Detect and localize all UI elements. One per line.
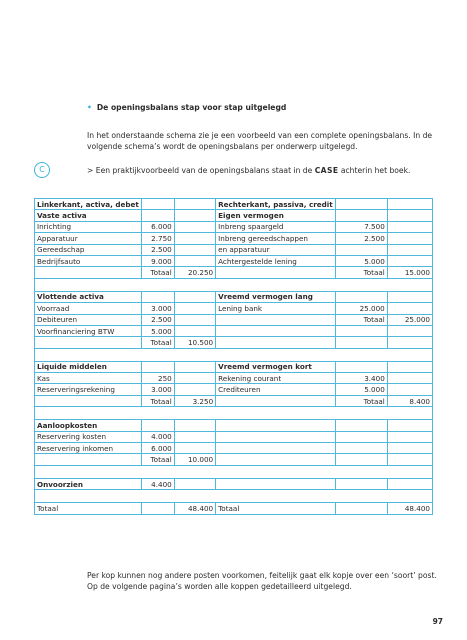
table-cell — [216, 314, 336, 325]
table-cell — [216, 431, 336, 442]
spacer-row — [35, 348, 433, 361]
table-cell: 3.000 — [141, 384, 174, 395]
table-row — [35, 233, 433, 244]
table-cell — [174, 244, 215, 255]
table-cell: Linkerkant, activa, debet — [35, 199, 142, 210]
table-cell — [174, 478, 215, 489]
table-cell — [387, 431, 432, 442]
table-cell — [387, 255, 432, 266]
table-cell: Reservering kosten — [35, 431, 142, 442]
table-cell: 8.400 — [387, 395, 432, 406]
table-cell — [35, 337, 142, 348]
table-cell — [387, 420, 432, 431]
table-cell — [216, 478, 336, 489]
table-row — [35, 303, 433, 314]
table-cell — [174, 291, 215, 302]
table-row — [35, 255, 433, 266]
table-cell: 2.500 — [141, 244, 174, 255]
table-cell: Onvoorzien — [35, 478, 142, 489]
table-cell: Totaal — [35, 503, 142, 514]
table-cell: 48.400 — [387, 503, 432, 514]
table-row — [35, 210, 433, 221]
table-cell — [335, 325, 387, 336]
table-cell — [174, 210, 215, 221]
table-cell: Inrichting — [35, 221, 142, 232]
table-cell: Liquide middelen — [35, 361, 142, 372]
table-cell — [35, 454, 142, 465]
table-row — [35, 503, 433, 514]
table-cell: Totaal — [141, 454, 174, 465]
table-cell — [216, 337, 336, 348]
table-cell: Crediteuren — [216, 384, 336, 395]
table-cell — [174, 361, 215, 372]
table-cell — [216, 267, 336, 278]
table-cell: Eigen vermogen — [216, 210, 336, 221]
table-row — [35, 454, 433, 465]
table-cell: Lening bank — [216, 303, 336, 314]
table-cell — [387, 233, 432, 244]
table-cell — [335, 443, 387, 454]
table-cell — [335, 210, 387, 221]
table-cell: Totaal — [141, 395, 174, 406]
table-cell — [141, 210, 174, 221]
openingsbalans-table — [34, 198, 433, 515]
table-row — [35, 314, 433, 325]
table-row — [35, 431, 433, 442]
table-cell: 5.000 — [335, 255, 387, 266]
table-cell: 3.250 — [174, 395, 215, 406]
table-cell — [387, 221, 432, 232]
table-cell: 10.000 — [174, 454, 215, 465]
table-row — [35, 373, 433, 384]
table-cell — [174, 373, 215, 384]
spacer-row — [35, 407, 433, 420]
table-cell — [335, 244, 387, 255]
table-cell: Rekening courant — [216, 373, 336, 384]
table-cell — [335, 431, 387, 442]
table-cell: 9.000 — [141, 255, 174, 266]
table-cell — [216, 395, 336, 406]
table-cell — [174, 443, 215, 454]
case-badge-icon: C — [34, 162, 50, 178]
table-cell: Totaal — [335, 395, 387, 406]
table-cell — [387, 384, 432, 395]
table-cell: Voorfinanciering BTW — [35, 325, 142, 336]
table-cell — [387, 478, 432, 489]
table-cell — [174, 199, 215, 210]
openingsbalans-body — [35, 199, 433, 515]
table-cell: Gereedschap — [35, 244, 142, 255]
table-cell — [141, 420, 174, 431]
table-cell — [141, 199, 174, 210]
table-cell — [335, 503, 387, 514]
section-heading-text: De openingsbalans stap voor stap uitgelegd — [96, 103, 287, 112]
table-row — [35, 325, 433, 336]
table-row — [35, 337, 433, 348]
table-cell — [387, 244, 432, 255]
table-cell — [387, 210, 432, 221]
table-cell: 5.000 — [335, 384, 387, 395]
table-cell — [174, 303, 215, 314]
table-cell: 6.000 — [141, 443, 174, 454]
table-cell — [335, 291, 387, 302]
table-row — [35, 395, 433, 406]
table-cell: Vlottende activa — [35, 291, 142, 302]
table-cell: 25.000 — [335, 303, 387, 314]
table-cell — [35, 395, 142, 406]
table-cell — [387, 361, 432, 372]
table-cell — [174, 221, 215, 232]
table-cell: Aanloopkosten — [35, 420, 142, 431]
table-cell: Rechterkant, passiva, credit — [216, 199, 336, 210]
spacer-cell — [35, 490, 433, 503]
table-cell — [174, 431, 215, 442]
table-cell: 2.500 — [141, 314, 174, 325]
table-cell — [141, 361, 174, 372]
table-cell: 4.000 — [141, 431, 174, 442]
table-cell: 3.400 — [335, 373, 387, 384]
table-row — [35, 221, 433, 232]
table-row — [35, 199, 433, 210]
page-number: 97 — [432, 617, 443, 626]
table-cell — [174, 255, 215, 266]
table-cell — [335, 337, 387, 348]
spacer-cell — [35, 348, 433, 361]
table-cell: Achtergestelde lening — [216, 255, 336, 266]
table-cell: Reserveringsrekening — [35, 384, 142, 395]
table-cell: 10.500 — [174, 337, 215, 348]
table-cell: Kas — [35, 373, 142, 384]
case-word: CASE — [314, 166, 339, 175]
table-cell: Totaal — [141, 337, 174, 348]
table-cell — [174, 314, 215, 325]
table-cell: Reservering inkomen — [35, 443, 142, 454]
table-cell — [35, 267, 142, 278]
table-row — [35, 384, 433, 395]
table-row — [35, 267, 433, 278]
table-cell: 48.400 — [174, 503, 215, 514]
table-cell — [387, 337, 432, 348]
table-cell: 15.000 — [387, 267, 432, 278]
table-cell: Vaste activa — [35, 210, 142, 221]
table-cell — [335, 454, 387, 465]
case-note-prefix: > Een praktijkvoorbeeld van de openingsbalans staat in de — [87, 166, 315, 175]
table-cell: Voorraad — [35, 303, 142, 314]
table-cell: 25.000 — [387, 314, 432, 325]
table-cell: Totaal — [216, 503, 336, 514]
table-cell — [216, 420, 336, 431]
section-heading — [87, 103, 286, 112]
bullet-icon: • — [87, 103, 92, 112]
table-cell — [335, 361, 387, 372]
table-cell — [174, 420, 215, 431]
table-cell: Totaal — [335, 314, 387, 325]
table-cell — [387, 454, 432, 465]
table-cell: 20.250 — [174, 267, 215, 278]
table-row — [35, 420, 433, 431]
table-cell — [387, 303, 432, 314]
table-cell — [387, 291, 432, 302]
table-row — [35, 361, 433, 372]
table-cell: 2.500 — [335, 233, 387, 244]
table-cell — [216, 454, 336, 465]
outro-paragraph: Per kop kunnen nog andere posten voorkomen, feitelijk gaat elk kopje over een ‘soort’ post. Op de volgende pagina’s worden alle koppen gedetailleerd uitgelegd. — [87, 571, 437, 591]
table-cell — [335, 199, 387, 210]
case-note-suffix: achterin het boek. — [338, 166, 411, 175]
spacer-cell — [35, 407, 433, 420]
table-cell: 2.750 — [141, 233, 174, 244]
table-cell: Debiteuren — [35, 314, 142, 325]
table-cell: Totaal — [335, 267, 387, 278]
table-cell — [335, 420, 387, 431]
table-cell: Vreemd vermogen kort — [216, 361, 336, 372]
table-cell — [174, 233, 215, 244]
table-cell: Inbreng spaargeld — [216, 221, 336, 232]
spacer-row — [35, 490, 433, 503]
case-note — [87, 166, 410, 175]
table-cell: Inbreng gereedschappen — [216, 233, 336, 244]
table-cell: Totaal — [141, 267, 174, 278]
table-cell: Apparatuur — [35, 233, 142, 244]
table-cell: 4.400 — [141, 478, 174, 489]
table-cell — [141, 503, 174, 514]
table-cell: Bedrijfsauto — [35, 255, 142, 266]
table-cell — [174, 384, 215, 395]
table-cell — [216, 443, 336, 454]
table-cell — [387, 325, 432, 336]
table-cell: Vreemd vermogen lang — [216, 291, 336, 302]
spacer-row — [35, 278, 433, 291]
table-row — [35, 443, 433, 454]
table-cell: en apparatuur — [216, 244, 336, 255]
table-cell: 3.000 — [141, 303, 174, 314]
table-cell: 7.500 — [335, 221, 387, 232]
table-cell: 250 — [141, 373, 174, 384]
spacer-cell — [35, 278, 433, 291]
table-cell — [387, 443, 432, 454]
table-cell — [141, 291, 174, 302]
table-cell — [387, 373, 432, 384]
table-row — [35, 291, 433, 302]
table-row — [35, 478, 433, 489]
spacer-row — [35, 465, 433, 478]
intro-paragraph: In het onderstaande schema zie je een voorbeeld van een complete openingsbalans. In de volgende schema’s wordt de openingsbalans per onderwerp uitgelegd. — [87, 131, 433, 151]
table-cell — [387, 199, 432, 210]
table-row — [35, 244, 433, 255]
table-cell — [216, 325, 336, 336]
table-cell: 6.000 — [141, 221, 174, 232]
table-cell — [335, 478, 387, 489]
table-cell — [174, 325, 215, 336]
spacer-cell — [35, 465, 433, 478]
table-cell: 5.000 — [141, 325, 174, 336]
